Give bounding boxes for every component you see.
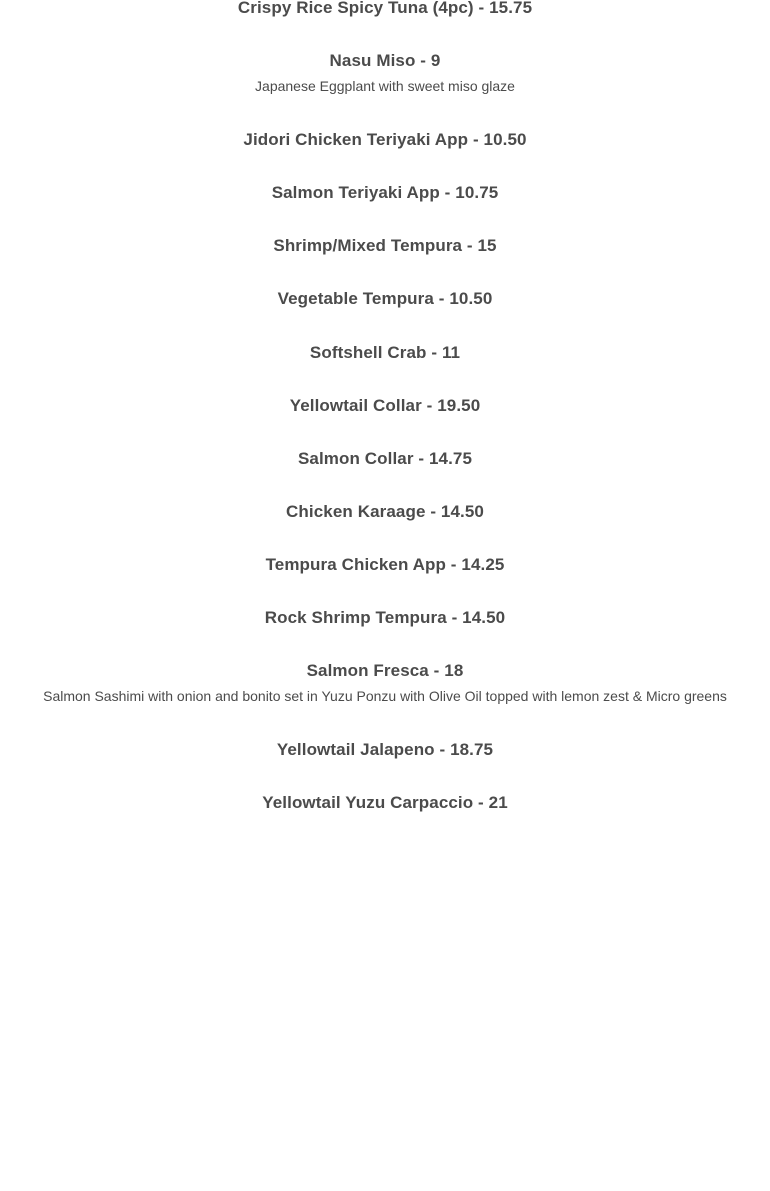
menu-item [0,555,770,575]
menu-item-name: Nasu Miso - 9 [329,51,441,70]
menu-item [0,740,770,760]
menu-item [0,661,770,705]
menu-item-name: Tempura Chicken App - 14.25 [265,555,505,574]
menu-item [0,289,770,309]
menu-item [0,130,770,150]
menu-item-name: Salmon Fresca - 18 [306,661,464,680]
menu-item [0,502,770,522]
menu-item-name: Rock Shrimp Tempura - 14.50 [264,608,506,627]
menu-item [0,183,770,203]
menu-item [0,793,770,813]
menu-item-name: Jidori Chicken Teriyaki App - 10.50 [243,130,527,149]
menu-item-name: Shrimp/Mixed Tempura - 15 [273,236,497,255]
menu-item [0,608,770,628]
menu-item [0,236,770,256]
menu-item-description: Salmon Sashimi with onion and bonito set in Yuzu Ponzu with Olive Oil topped with lemon zest & Micro greens [43,688,727,704]
menu-item-name: Yellowtail Yuzu Carpaccio - 21 [262,793,508,812]
menu-item-name: Yellowtail Jalapeno - 18.75 [276,740,494,759]
menu-item-name: Vegetable Tempura - 10.50 [277,289,493,308]
menu-item-name: Crispy Rice Spicy Tuna (4pc) - 15.75 [237,0,533,17]
menu-item [0,51,770,95]
menu-item [0,396,770,416]
menu-item-name: Yellowtail Collar - 19.50 [289,396,481,415]
menu-item-description: Japanese Eggplant with sweet miso glaze [255,78,515,94]
menu-item [0,343,770,363]
menu-item-name: Chicken Karaage - 14.50 [286,502,484,521]
menu-item [0,449,770,469]
menu-item-name: Salmon Teriyaki App - 10.75 [271,183,499,202]
menu-item [0,0,770,18]
menu-item-name: Softshell Crab - 11 [309,343,461,362]
menu-item-name: Salmon Collar - 14.75 [297,449,473,468]
